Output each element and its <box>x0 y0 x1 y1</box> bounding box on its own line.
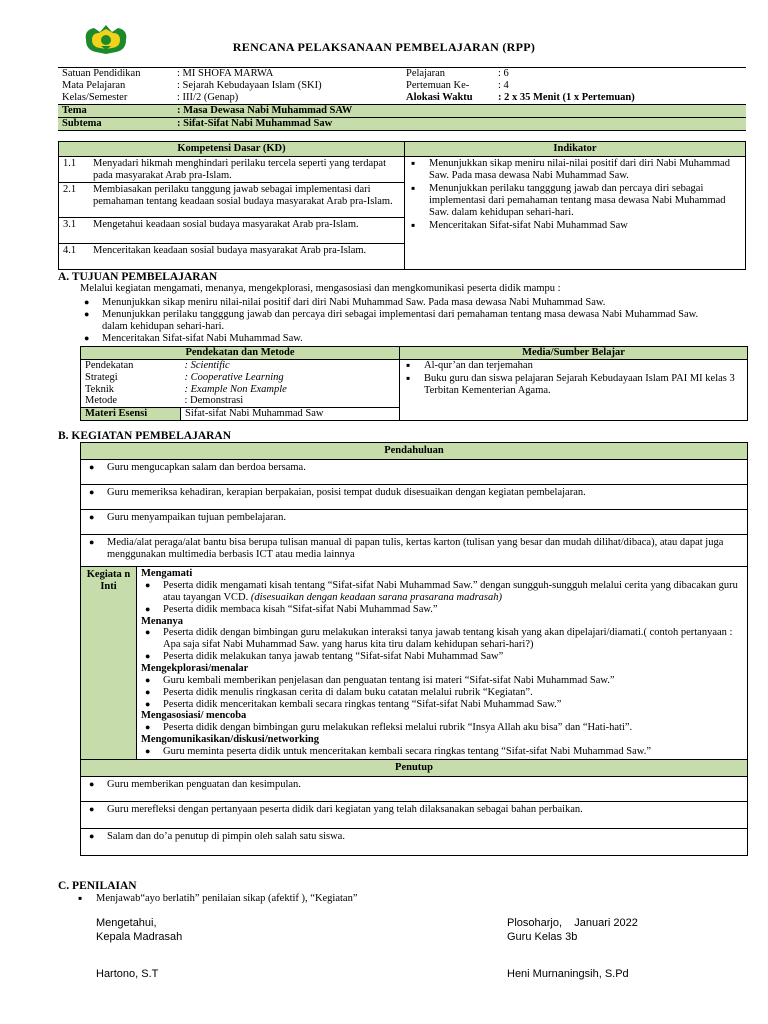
penutup-item: ● Guru merefleksi dengan pertanyaan peserta didik dari kegiatan yang telah dilaksanakan sebagai bahan perbaikan. <box>85 804 743 816</box>
tema-label: Tema <box>58 105 173 118</box>
pendahuluan-item: ● Guru memeriksa kehadiran, kerapian berpakaian, posisi tempat duduk disesuaikan dengan kegiatan pembelajaran. <box>85 487 743 499</box>
komunikasi-title: Mengomunikasikan/diskusi/networking <box>141 734 319 746</box>
mengamati-title: Mengamati <box>141 568 193 580</box>
pendekatan-value: : Scientific <box>184 360 230 372</box>
mengamati-item: ● Peserta didik membaca kisah “Sifat-sifat Nabi Muhammad Saw.” <box>141 604 743 616</box>
tema-value: : Masa Dewasa Nabi Muhammad SAW <box>173 105 746 118</box>
indikator-item: ▪ Menunjukkan sikap meniru nilai-nilai positif dari diri Nabi Muhammad Saw. Pada masa dewasa Nabi Muhammad Saw. <box>409 158 741 182</box>
penutup-header: Penutup <box>81 759 748 776</box>
subtema-row <box>58 118 746 131</box>
eksplorasi-item: ● Guru kembali memberikan penjelasan dan penguatan tentang isi materi “Sifat-sifat Nabi Muhammad Saw.” <box>141 675 743 687</box>
label-pertemuan: Pertemuan Ke- <box>406 80 470 92</box>
tujuan-intro: Melalui kegiatan mengamati, menanya, mengekplorasi, mengasosiasi dan mengkomunikasi peserta didik mampu : <box>80 283 561 294</box>
menanya-item: ● Peserta didik melakukan tanya jawab tentang “Sifat-sifat Nabi Muhammad Saw” <box>141 651 743 663</box>
tujuan-list <box>80 297 720 345</box>
menanya-item: ● Peserta didik dengan bimbingan guru melakukan interaksi tanya jawab tentang kisah yang akan dipelajari/diamati.( contoh pertanyaan : Apa saja sifat Nabi Muhammad Saw. yang harus kita tiru dalam kehidupan sehari-hari?) <box>141 627 743 651</box>
kegiatan-table <box>80 442 748 856</box>
media-header: Media/Sumber Belajar <box>400 347 748 360</box>
sign-left-line2: Kepala Madrasah <box>96 931 183 943</box>
media-item: ▪ Buku guru dan siswa pelajaran Sejarah Kebudayaan Islam PAI MI kelas 3 Terbitan Kementerian Agama. <box>404 373 743 397</box>
section-b-heading: B. KEGIATAN PEMBELAJARAN <box>58 430 232 442</box>
eksplorasi-item: ● Peserta didik menulis ringkasan cerita di dalam buku catatan melalui rubrik “Kegiatan”. <box>141 687 743 699</box>
kd-header: Kompetensi Dasar (KD) <box>59 142 405 157</box>
pendahuluan-item: ● Media/alat peraga/alat bantu bisa berupa tulisan manual di papan tulis, kertas karton (tulisan yang besar dan mudah dilihat/dibaca), atau dapat juga menggunakan multimedia berbasis ICT atau media lainnya <box>85 537 743 561</box>
tema-row <box>58 105 746 118</box>
pendahuluan-header: Pendahuluan <box>81 443 748 460</box>
identity-table <box>58 67 746 131</box>
sign-left-name: Hartono, S.T <box>96 968 159 980</box>
kd-item: 1.1 Menyadari hikmah menghindari perilaku tercela seperti yang terdapat pada masyarakat Arab pra-Islam. <box>59 157 404 183</box>
subtema-value: : Sifat-Sifat Nabi Muhammad Saw <box>173 118 746 131</box>
komunikasi-list <box>141 746 743 758</box>
penutup-item: ● Salam dan do’a penutup di pimpin oleh salah satu siswa. <box>85 831 743 843</box>
menanya-title: Menanya <box>141 615 183 627</box>
sign-right-line1: Plosoharjo, Januari 2022 <box>507 917 638 929</box>
pendahuluan-item: ● Guru mengucapkan salam dan berdoa bersama. <box>85 462 743 474</box>
identity-row <box>58 92 746 105</box>
value-kelas: : III/2 (Genap) <box>173 92 402 105</box>
teknik-value: : Example Non Example <box>184 383 287 395</box>
metode-value: : Demonstrasi <box>184 395 244 407</box>
tujuan-item: ● Menceritakan Sifat-sifat Nabi Muhammad Saw. <box>80 333 720 345</box>
asosiasi-title: Mengasosiasi/ mencoba <box>141 710 247 722</box>
strategi-value: : Cooperative Learning <box>184 371 284 383</box>
indikator-list <box>409 158 741 232</box>
sign-right-line2: Guru Kelas 3b <box>507 931 578 943</box>
label-mapel: Mata Pelajaran <box>62 80 126 92</box>
value-mapel: : Sejarah Kebudayaan Islam (SKI) <box>177 80 322 92</box>
penilaian-item: ▪ Menjawab“ayo berlatih” penilaian sikap (afektif ), “Kegiatan” <box>76 893 716 905</box>
label-kelas: Kelas/Semester <box>58 92 173 105</box>
eksplorasi-title: Mengekplorasi/menalar <box>141 662 249 674</box>
materi-label: Materi Esensi <box>81 408 181 421</box>
penilaian-list <box>76 893 716 906</box>
value-satuan: : MI SHOFA MARWA <box>173 68 402 81</box>
mengamati-list <box>141 580 743 616</box>
indikator-item: ▪ Menunjukkan perilaku tangggung jawab dan percaya diri sebagai implementasi dari pemahaman tentang masa dewasa Nabi Muhammad Saw. dalam kehidupan sehari-hari. <box>409 183 741 219</box>
section-a-heading: A. TUJUAN PEMBELAJARAN <box>58 271 218 283</box>
kd-indikator-table <box>58 141 746 270</box>
eksplorasi-item: ● Peserta didik menceritakan kembali secara ringkas tentang “Sifat-sifat Nabi Muhammad Saw.” <box>141 699 743 711</box>
tujuan-item: ● Menunjukkan sikap meniru nilai-nilai positif dari diri Nabi Muhammad Saw. Pada masa dewasa Nabi Muhammad Saw. <box>80 297 720 309</box>
komunikasi-item: ● Guru meminta peserta didik untuk menceritakan kembali secara ringkas tentang “Sifat-sifat Nabi Muhammad Saw.” <box>141 746 743 758</box>
document-title: RENCANA PELAKSANAAN PEMBELAJARAN (RPP) <box>232 40 536 54</box>
sign-right-name: Heni Murnaningsih, S.Pd <box>507 968 629 980</box>
label-alokasi: Alokasi Waktu <box>402 92 494 105</box>
asosiasi-item: ● Peserta didik dengan bimbingan guru melakukan refleksi melalui rubrik “Insya Allah aku bisa” dan “Hati-hati”. <box>141 722 743 734</box>
kd-item: 2.1 Membiasakan perilaku tanggung jawab sebagai implementasi dari pemahaman tentang keadaan sosial budaya masyarakat Arab pra-Islam. <box>59 183 404 218</box>
pendahuluan-item: ● Guru menyampaikan tujuan pembelajaran. <box>85 512 743 524</box>
label-satuan: Satuan Pendidikan <box>58 68 173 81</box>
indikator-item: ▪ Menceritakan Sifat-sifat Nabi Muhammad Saw <box>409 220 741 232</box>
eksplorasi-list <box>141 675 743 711</box>
metode-label: Metode <box>85 395 118 407</box>
subtema-label: Subtema <box>58 118 173 131</box>
kd-item: 4.1 Menceritakan keadaan sosial budaya masyarakat Arab pra-Islam. <box>63 245 367 257</box>
value-pelajaran: : 6 <box>494 68 746 81</box>
section-c-heading: C. PENILAIAN <box>58 880 137 892</box>
penutup-item: ● Guru memberikan penguatan dan kesimpulan. <box>85 779 743 791</box>
value-pertemuan: : 4 <box>498 80 509 92</box>
teknik-label: Teknik <box>85 383 115 395</box>
kegiatan-inti-label: Kegiata n Inti <box>81 567 137 760</box>
media-item: ▪ Al-qur’an dan terjemahan <box>404 360 743 372</box>
mengamati-item: ● Peserta didik mengamati kisah tentang “Sifat-sifat Nabi Muhammad Saw.” dengan sungguh-sungguh melalui cerita yang dibacakan guru atau tayangan VCD. (disesuaikan dengan keadaan sarana prasarana madrasah) <box>141 580 743 604</box>
materi-value: Sifat-sifat Nabi Muhammad Saw <box>181 408 400 421</box>
label-pelajaran: Pelajaran <box>402 68 494 81</box>
pendekatan-header: Pendekatan dan Metode <box>81 347 400 360</box>
kd-item: 3.1 Mengetahui keadaan sosial budaya masyarakat Arab pra-Islam. <box>59 218 404 244</box>
sign-left-line1: Mengetahui, <box>96 917 157 929</box>
media-list <box>404 360 743 397</box>
strategi-label: Strategi <box>85 371 118 383</box>
value-alokasi: : 2 x 35 Menit (1 x Pertemuan) <box>494 92 746 105</box>
menanya-list <box>141 627 743 663</box>
pendekatan-label: Pendekatan <box>85 360 134 372</box>
indikator-header: Indikator <box>405 142 746 157</box>
tujuan-item: ● Menunjukkan perilaku tangggung jawab dan percaya diri sebagai implementasi dari pemahaman tentang masa dewasa Nabi Muhammad Saw. dalam kehidupan sehari-hari. <box>80 309 720 333</box>
asosiasi-list <box>141 722 743 734</box>
pendekatan-media-table <box>80 346 748 421</box>
identity-row <box>58 80 746 92</box>
identity-row <box>58 68 746 81</box>
